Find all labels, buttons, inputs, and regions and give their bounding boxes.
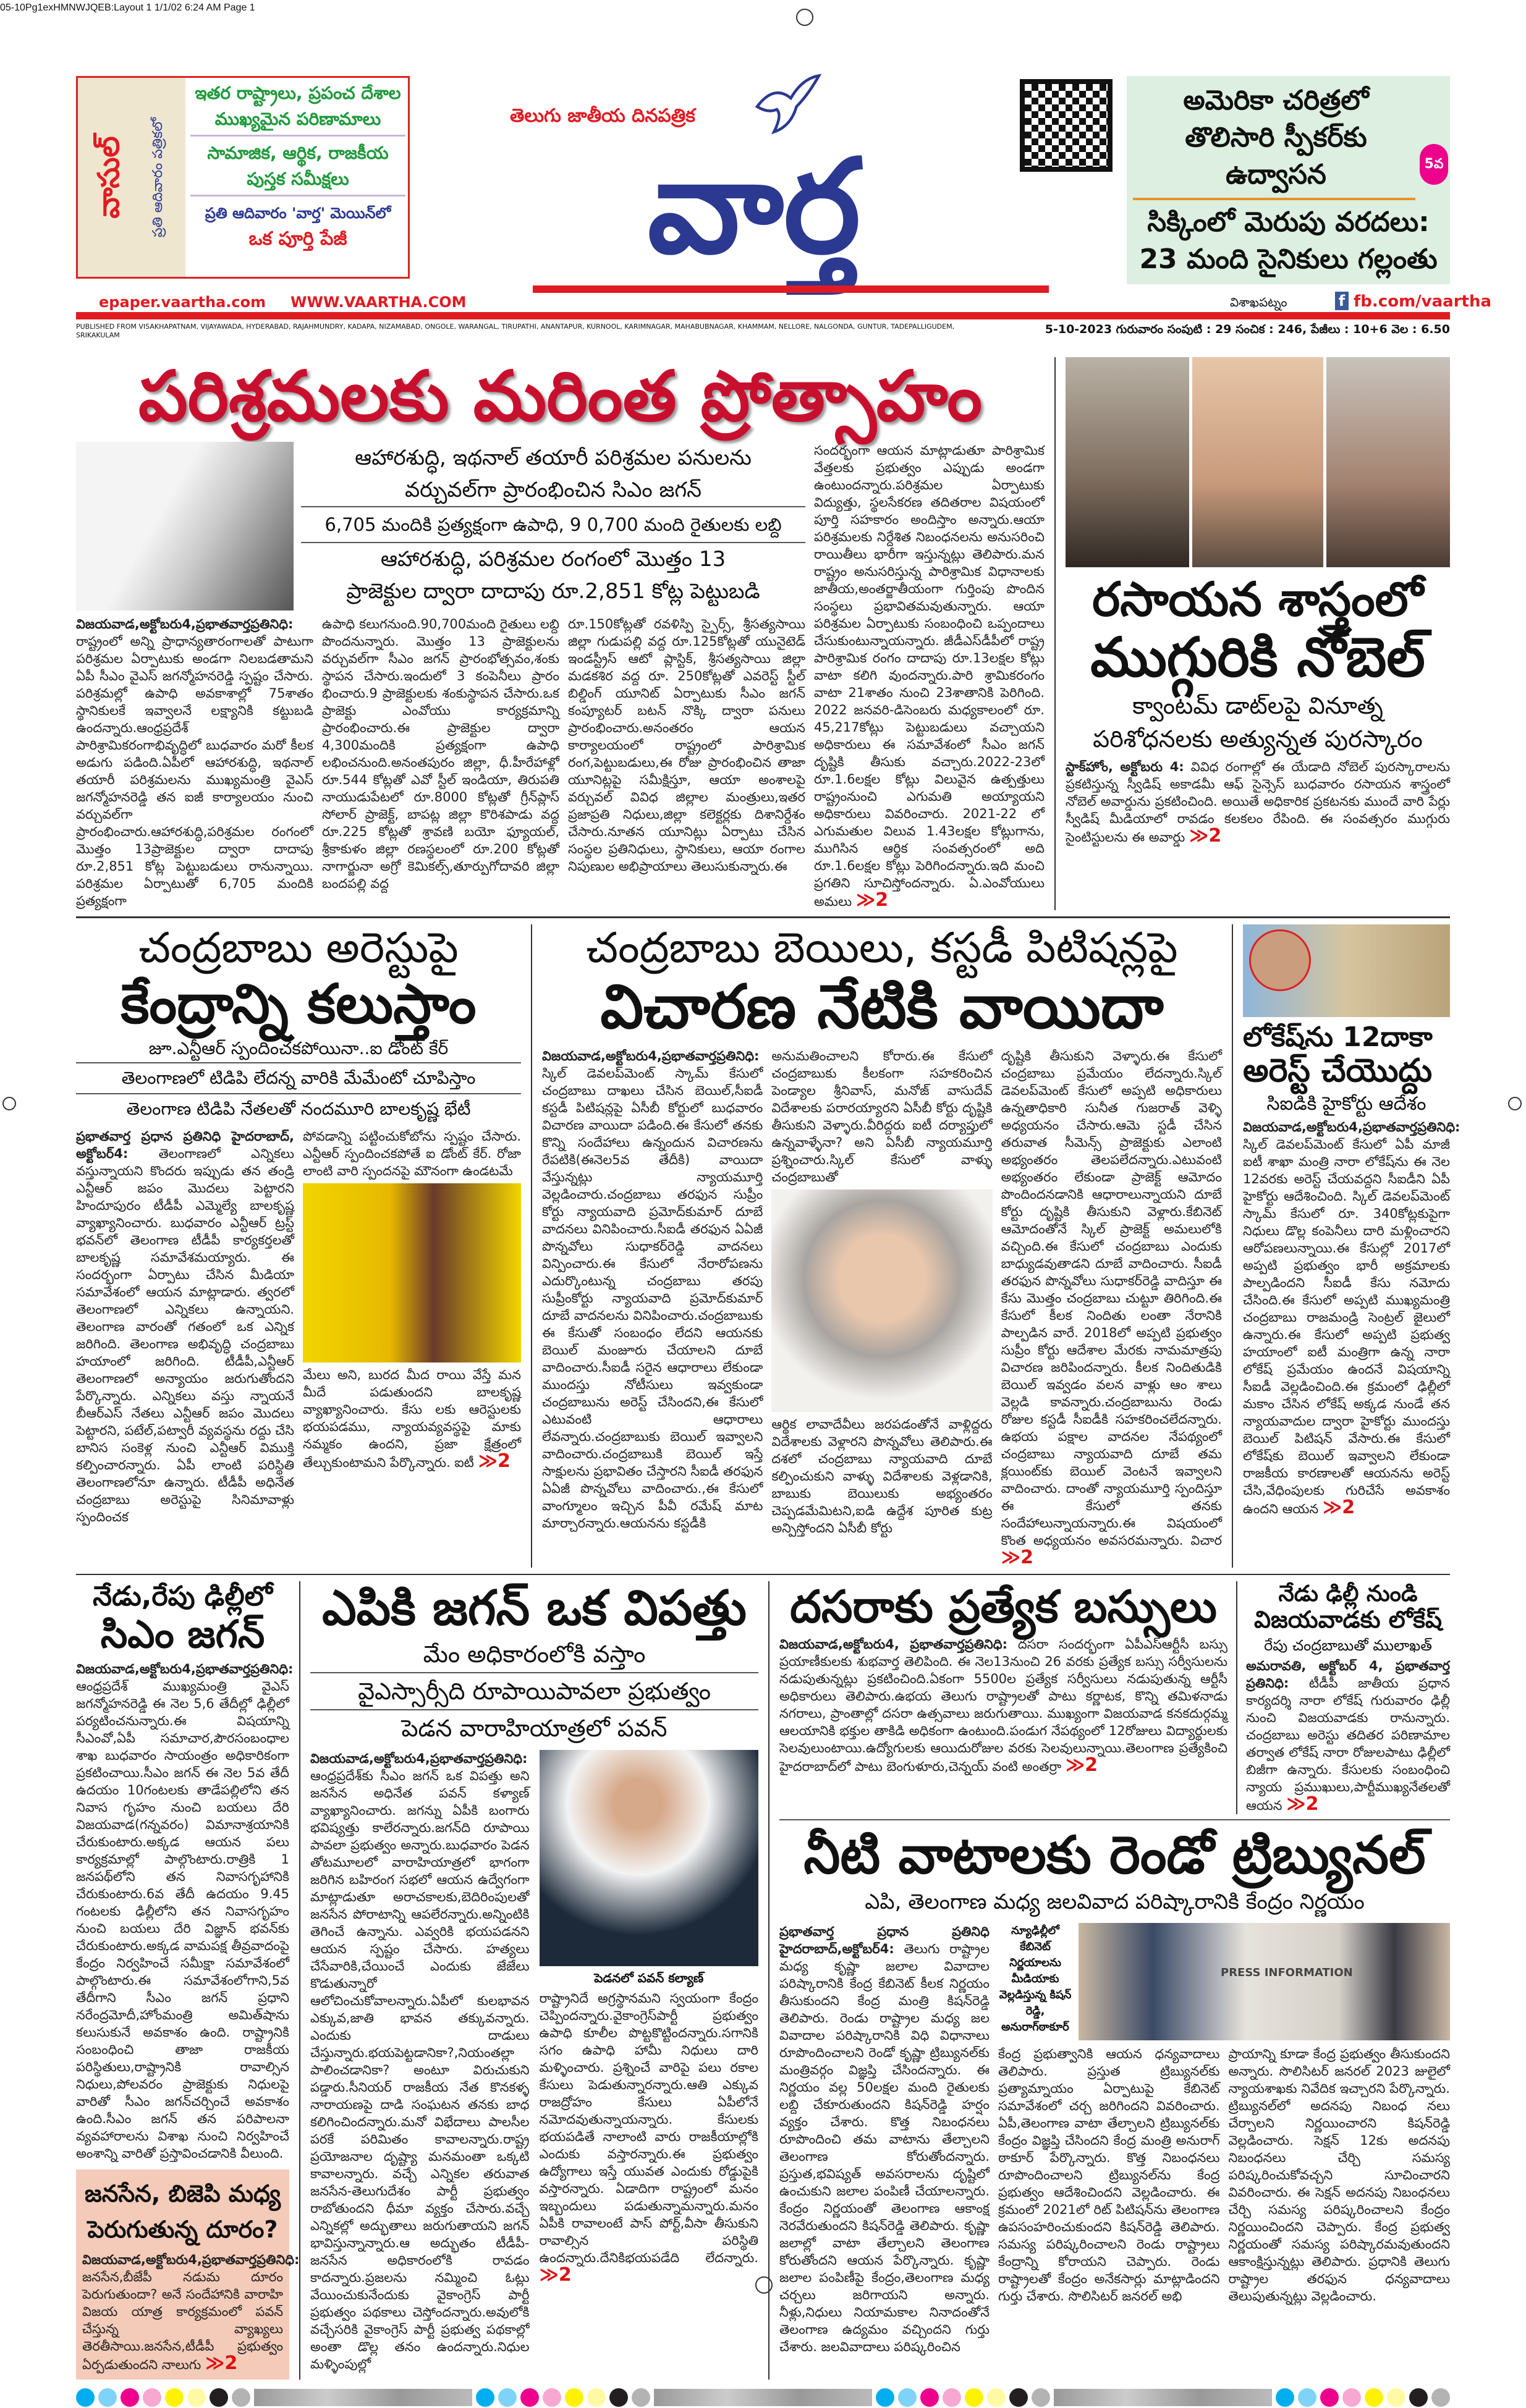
column-divider bbox=[1054, 357, 1056, 910]
cbn-meet-headline-2[interactable]: కేంద్రాన్ని కలుస్తాం bbox=[121, 971, 477, 1036]
press-conference-photo bbox=[1079, 1923, 1450, 2040]
page-badge: 5వ bbox=[1420, 144, 1448, 185]
color-swatch bbox=[1431, 2388, 1450, 2407]
ad-line: ఇతర రాష్ట్రాలు, ప్రపంచ దేశాల bbox=[195, 83, 401, 103]
column-divider bbox=[1232, 924, 1233, 1568]
lokesh-body: విజయవాడ,అక్టోబరు4,ప్రభాతవార్తప్రతినిధి: స్కిల్ డెవలప్‌మెంట్ కేసులో ఏపీ మాజీ ఐటీ శాఖా మంత్రి నారా లోకేష్‌ను ఈ నెల 12వరకు అరెస్ట్ చేయవద్దని సీఐడీని ఏపీ హైకోర్టు ఆదేశించింది. స్కిల్ డెవలప్‌మెంట్ స్కామ్ కేసులో రూ. 340కోట్లకుపైగా నిధులు డొల్ల కంపెనీలు దారి మళ్లించారని ఆరోపణలున్నాయి.ఈ కేసుల్లో 2017లో అప్పటి ప్రభుత్వం భారీ అక్రమాలకు పాల్పడిందని సీఐడీ కేసు నమోదు చేసింది.ఈ కేసులో అప్పటి ముఖ్యమంత్రి చంద్రబాబు రాజమండ్రి సెంట్రల్ జైలులో ఉన్నారు.ఈ కేసులో అప్పటి ప్రభుత్వ హయాంలో ఐటీ మంత్రిగా ఉన్న నారా లోకేష్ ప్రమేయం ఉందనే విషయాన్ని సీఐడీ వెల్లడించింది.ఈ క్రమంలో ఢిల్లీలో మకాం చేసిన లోకేష్ అక్కడ నుండే తన న్యాయవాదుల ద్వారా హైకోర్టు ముందస్తు బెయిల్ పిటిషన్ వేసారు.ఈ కేసులో లోకేష్‌కు బెయిల్ ఇవ్వాలని లేకుండా రాజకీయ కారణాలతో ఆయనను అరెస్ట్ చేసి,వేధింపులకు గురిచేసే అవకాశం ఉందని ఆయన ≫2 bbox=[1243, 1120, 1460, 1519]
color-swatch bbox=[1387, 2388, 1405, 2407]
grey-scale-strip bbox=[654, 2389, 872, 2406]
pawan-body-col1: విజయవాడ,అక్టోబరు4,ప్రభాతవార్తప్రతినిధి: ఆంధ్రప్రదేశ్‌కు సీఎం జగన్ ఒక విపత్తు అని జనసేన అధినేత పవన్ కళ్యాణ్ వ్యాఖ్యానించారు. జగన్ను ఏపీకి బంగారు భవిష్యత్తు కాలేరన్నారు.జగన్‌ది రూపాయి పావలా ప్రభుత్వం అన్నారు.బుధవారం పెడన తోటమూలలో వారాహియాత్రలో భాగంగా జరిగిన బహిరంగ సభలో ఆయన ఉద్వేగంగా మాట్లాడుతూ అరాచకాలకు,బెదిరింపులతో జనసేన పోరాటాన్ని ఆపలేరన్నారు.అన్నింటికి తెగించే ఉన్నాను. ఎవ్వరికి భయపడనని ఆయన స్పష్టం చేసారు. హత్యలు చేసేవారికి,చేయించే ఎందుకు జేజేలు కొడుతున్నారో ఆలోచించుకోవాలన్నారు.ఏపీలో కులభావన ఎక్కువ,జాతి భావన తక్కువన్నారు. ఎందుకు దాడులు చేస్తున్నారు.భయపెట్టడానికా?,నియంతల్లా పాలించడానికా? అంటూ విరుచుకుని పడ్డారు.సీనియర్ రాజకీయ నేత కొనకళ్ళ నారాయణపై దాడి సంఘటన తనకు బాధ కలిగించిందన్నారు.మనో విభేదాలు పాలసీల పరకే పరిమితం కావాలన్నారు.రాష్ట్ర ప్రయోజనాల దృష్ట్యా మనమంతా ఒక్కటి కావాలన్నారు. వచ్చే ఎన్నికల తరువాత జనసేన-తెలుగుదేశం పార్టీ ప్రభుత్వం రాబోతుందని ధీమా వ్యక్తం చేసారు.వచ్చే ఎన్నికల్లో అద్భుతాలు జరుగుతాయని జగన్ భావిస్తున్నాన్నారు.ఆ అద్భుతం టీడీపీ- జనసేన అధికారంలోకి రావడం కాదన్నారు.ప్రజలను నమ్మించి ఓట్లు వేయించుకునేందుకు వైకాంగ్రెస్ పార్టీ ప్రభుత్వం పథకాలు చెస్తోందన్నారు.అవులోకి వచ్చేసరికి వైకాంగ్రెస్ పార్టీ ప్రభుత్వ పథకాల్లో అంతా డొల్ల తనం ఉందన్నారు.నిధుల మళ్ళింపుల్లో bbox=[310, 1751, 530, 2372]
lead-body-col3: రూ.150కోట్లతో రవళిస్పి స్పైర్స్, శ్రీసత్యసాయి జిల్లా గుడుపల్లి వద్ద రూ.125కోట్లతో యునైటెడ్ ఇండస్ట్రీస్ ఆటో ప్లాస్టిక్, శ్రీసత్యసాయి జిల్లా మడకశిర వద్ద రూ. 250కోట్లతో ఎవరెస్ట్ స్టీల్ బిల్డింగ్ యూనిట్ ఏర్పాటుకు సీఎం జగన్ కంప్యూటర్ బటన్ నొక్కి ద్వారా పనులు ప్రారంభించారు.అనంతరం ఆయన కార్యాలయంలో రాష్ట్రంలో పారిశ్రామిక రంగ,పెట్టుబడులు,ఈ రోజు ప్రారంభించిన తాజా యూనిట్లపై సమీక్షిస్తూ, ఆయా అంశాలపై వర్చువల్ వివిధ జిల్లాల మంత్రులు,ఇతర ప్రజాప్రతి నిధులు,జిల్లా కలెక్టర్లకు దిశానిర్దేశం చేసారు.నూతన యూనిట్లు ఏర్పాటు చేసిన సంస్థల ప్రతినిధులు, స్థానికులు, ఆయా రంగాల నిపుణుల అభిప్రాయాలు తెలుసుకున్నారు.ఈ bbox=[568, 616, 805, 874]
lead-headline[interactable]: పరిశ్రమలకు మరింత ప్రోత్సాహం bbox=[138, 357, 982, 437]
color-swatch bbox=[187, 2388, 206, 2407]
jagan-delhi-body: విజయవాడ,అక్టోబరు4,ప్రభాతవార్తప్రతినిధి: ఆంధ్రప్రదేశ్ ముఖ్యమంత్రి వైఎస్ జగన్మోహనరెడ్డి ఈ నెల 5,6 తేదీల్లో ఢిల్లీలో పర్యటించనున్నారు.ఈ విషయాన్ని సీఎంవో,ఏపీ సమాచార,పౌరసంబంధాల శాఖ బుధవారం సాయంత్రం అధికారికంగా ప్రకటించాయి.సీఎం జగన్ ఈ నెల 5వ తేదీ ఉదయం 10గంటలకు తాడేపల్లిలోని తన నివాస గృహం నుంచి బయలు దేరి విజయవాడ(గన్నవరం) విమానాశ్రయానికి చేరుకుంటారు.అక్కడ ఆయన పలు కార్యక్రమాల్లో పాల్గొంటారు.రాత్రికి 1 జనపథ్‌లోని తన నివాసగృహానికి చేరుకుంటారు.6వ తేదీ ఉదయం 9.45 గంటలకు ఢిల్లీలోని తన నివాసగృహం నుంచి బయలు దేరి విజ్ఞాన్ భవన్‌కు చేరుకుంటారు.అక్కడ వామపక్ష తీవ్రవాదంపై కేంద్రం నిర్వహించే సమీక్షా సమావేశంలో పాల్గొంటారు.ఈ సమావేశంలోగాని,5వ తేదీగాని సీఎం జగన్ ప్రధాని నరేంద్రమోదీ,హోంమంత్రి అమిత్‌షాను కలుసుకునే అవకాశం ఉంది. రాష్ట్రానికి సంబంధించి తాజా రాజకీయ పరిస్థితులు,రాష్ట్రానికి రావాల్సిన నిధులు,పోలవరం ప్రాజెక్టుకు నిధులపై వారితో సీఎం జగన్‌చర్చించే అవకాశం ఉంది.సీఎం జగన్ తన పరిపాలనా వ్యవహారాలను విశాఖ నుంచి నిర్వహించే అంశాన్ని వారితో ప్రస్తావించడానికి వీలుంది. bbox=[76, 1661, 294, 2161]
tribunal-body-col1: ప్రభాతవార్త ప్రధాన ప్రతినిధి హైదరాబాద్,అక్టోబర్4: తెలుగు రాష్ట్రాల మధ్య కృష్ణా జలాల వివాదాల పరిష్కారానికి కేంద్ర కేబినెట్ కీలక నిర్ణయం తీసుకుందని కేంద్ర మంత్రి కిషన్‌రెడ్డి తెలిపారు. రెండు రాష్ట్రాల మధ్య జల వివాదాల పరిష్కారానికి విధి విధానాలు రూపొందించాలని రెండో కృష్ణా ట్రిబ్యునల్‌కు మంత్రివర్గం విజ్ఞప్తి చేసిందన్నారు. ఈ నిర్ణయం వల్ల 50లక్షల మంది రైతులకు లబ్ది చేకూరుతుందని కిషన్‌రెడ్డి హర్షం వ్యక్తం చేశారు. కొత్త నిబంధనలు రూపొందించి తమ వాటాను తేల్చాలని తెలంగాణ కోరుతోందన్నారు. ప్రస్తుత,భవిష్యత్ అవసరాలను దృష్టిలో ఉంచుకుని జలాల పంపిణీ చేయాలన్నారు. కేంద్రం నిర్ణయంతో తెలంగాణ ఆకాంక్ష నెరవేరుతుందని కిషన్‌రెడ్డి తెలిపారు. కృష్ణా జలాల్లో వాటా తేల్చాలని తెలంగాణ కోరుతోందని ఆయన పేర్కొన్నారు. కృష్ణా జలాల పంపిణీపై కేంద్రం,తెలంగాణ మధ్య చర్చలు జరిగాయని అన్నారు. నీళ్లు,నిధులు నియామకాల నినాదంతోనే తెలంగాణ ఉద్యమం వచ్చిందని గుర్తు చేశారు. జలవివాదాలు పరిష్కరించిన bbox=[779, 1924, 990, 2355]
color-swatch bbox=[1320, 2388, 1339, 2407]
color-swatch bbox=[920, 2388, 939, 2407]
cbn-bail-headline-1[interactable]: చంద్రబాబు బెయిలు, కస్టడీ పిటిషన్లపై bbox=[586, 923, 1178, 973]
cbn-meet-subhead: తెలంగాణలో టిడిపి లేదన్న వారికి మేమేంటో చూపిస్తాం bbox=[76, 1063, 521, 1094]
section-divider bbox=[779, 1819, 1450, 1820]
registration-mark-right bbox=[1508, 1097, 1522, 1110]
nobel-laureate-photo bbox=[1192, 357, 1323, 567]
lead-subhead: ప్రాజెక్టుల ద్వారా దాదాపు రూ.2,851 కోట్ల పెట్టుబడి bbox=[346, 578, 760, 604]
facebook-link[interactable]: fb.com/vaartha bbox=[1354, 292, 1492, 311]
teaser-speaker[interactable]: అమెరికా చరిత్రలో తొలిసారి స్పీకర్‌కు ఉద్వాసన bbox=[1183, 85, 1369, 190]
pawan-subhead: మేం అధికారంలోకి వస్తాం bbox=[310, 1636, 758, 1673]
ad-line: పుస్తక సమీక్షలు bbox=[190, 166, 405, 196]
color-swatch bbox=[76, 2388, 95, 2407]
continued-marker[interactable]: ≫2 bbox=[1001, 1546, 1033, 1568]
ad-vertical-brand: వాసుల్ bbox=[91, 136, 126, 219]
color-swatch bbox=[965, 2388, 983, 2407]
janasena-body: విజయవాడ,అక్టోబరు4,ప్రభాతవార్తప్రతినిధి: జనసేన,బీజేపీ నడుమ దూరం పెరుగుతుందా? అనే సందేహానికి వారాహి విజయ యాత్ర కార్యక్రమంలో పవన్ చేస్తున్న వ్యాఖ్యలు తెరతీసాయి.జనసేన,టీడీపీ ప్రభుత్వం ఏర్పడుతుందని నాలుగు ≫2 bbox=[82, 2252, 300, 2374]
lead-photo-jagan bbox=[76, 442, 294, 610]
tribunal-photo-caption: న్యూఢిల్లీలో కేబినెట్ నిర్ణయాలను మీడియాకు వెల్లడిస్తున్న కిషన్ రెడ్డి, అనురాగ్‌ఠాకూర్ bbox=[999, 1924, 1072, 2034]
ad-line: ప్రతి ఆదివారం 'వార్త' మెయిన్‌లో bbox=[205, 205, 391, 222]
registration-mark-top bbox=[796, 9, 813, 26]
color-swatch bbox=[121, 2388, 139, 2407]
ad-line: ఒక పూర్తి పేజీ bbox=[248, 228, 347, 250]
color-swatch bbox=[165, 2388, 184, 2407]
color-swatch bbox=[898, 2388, 917, 2407]
lead-body-col2: ఉపాధి కలుగనుంది.90,700మంది రైతులు లబ్ది పొందనున్నారు. మొత్తం 13 ప్రాజెక్టులను వర్చువల్‌గా సీఎం జగన్ ప్రారంభోత్సవం,శంకు స్థాపన చేసారు.ఇందులో 3 కంపెనీలు ప్రారం భించారు.9 ప్రాజెక్టులకు శంకుస్థాపన చేసారు.ఒక ప్రాజెక్టు ఎంవోయు కార్యక్రమాన్ని ప్రారంభించారు.ఈ ప్రాజెక్టుల ద్వారా 4,300మందికి ప్రత్యక్షంగా ఉపాధి లభించనుంది.అనంతపురం జిల్లా, ధీ.హీరేహాళ్లో రూ.544 కోట్లతో ఎవో స్టీల్ ఇండియా, తిరుపతి నాయుడుపేటలో రూ.8000 కోట్లతో గ్రీన్‌ప్లాస్ సోలార్ ప్రాజెక్ట్, బాపట్ల జిల్లా కొరిశపాడు వద్ద రూ.225 కోట్లతో శ్రావణి బయో ఫ్యూయల్, శ్రీకాకుళం జిల్లా రణస్థలంలో రూ.200 కోట్లతో నాగార్జునా అగ్రో కెమికల్స్,తూర్పుగోదావరి జిల్లా బందపల్లి వద్ద bbox=[322, 616, 559, 891]
cbn-bail-body-col2b: ఆర్థిక లావాదేవీలు జరపడంతోనే వాళ్లిద్దరు విదేశాలకు వెళ్లారని పొన్నవోలు తెలిపారు.ఈ దశలో చంద్రబాబు న్యాయవాది దూబే కల్పించుకుని వాళ్ళు విదేశాలకు వెళ్లడానికి, బాబుకు బెయిలుకు అభ్యంతరం చెప్పడమేమిటని,ఐడి ఉద్దేశ పూరిత కుట్ర అన్పిస్తోందని ఏసీబీ కోర్టు bbox=[771, 1416, 993, 1536]
nobel-headline-1[interactable]: రసాయన శాస్త్రంలో bbox=[1092, 572, 1423, 627]
published-from: PUBLISHED FROM VISAKHAPATNAM, VIJAYAWADA, HYDERABAD, RAJAHMUNDRY, KADAPA, NIZAMABAD, ONGOLE, WARANGAL, TIRUPATHI, ANANTAPUR, KURNOOL, KARIMNAGAR, MAHABUBNAGAR, KHAMMAM, NELLORE, NALGONDA, GUNTUR, TADEPALLIGUDEM, SRIKAKULAM bbox=[76, 323, 955, 339]
nobel-laureate-photo bbox=[1066, 357, 1189, 567]
color-swatch bbox=[476, 2388, 494, 2407]
color-swatch bbox=[1032, 2388, 1050, 2407]
lokesh-portrait bbox=[1249, 929, 1311, 991]
cbn-meet-headline-1[interactable]: చంద్రబాబు అరెస్టుపై bbox=[138, 923, 459, 973]
teaser-divider bbox=[1133, 198, 1415, 200]
cbn-bail-body-col2a: అనుమతించాలని కోరారు.ఈ కేసులో చంద్రబాబుకు కీలకంగా సహకరించిన పెండ్యాల శ్రీనివాస్, మనోజ్ వాసుదేవ్ విదేశాలకు పరారయ్యారని ఏసీబీ కోర్టు దృష్టికి తీసుకుని వెళ్ళారు.వీరిద్దరు ఐటీ దర్యాప్తులో ఉన్నవాళ్ళేనా? అని ఏసీబీ న్యాయమూర్తి ప్రశ్నించారు.స్కిల్ కేసులో వాళ్ళు చంద్రబాబుతో bbox=[771, 1048, 993, 1185]
teaser-box[interactable] bbox=[1127, 76, 1450, 284]
dove-icon bbox=[748, 73, 828, 135]
cbn-meet-subhead: తెలంగాణ టిడిపి నేతలతో నందమూరి బాలకృష్ణ భేటీ bbox=[126, 1099, 471, 1120]
column-divider bbox=[1236, 1581, 1237, 1814]
pawan-photo-caption: పెడనలో పవన్ కల్యాణ్ bbox=[594, 1971, 704, 1986]
color-swatch bbox=[632, 2388, 650, 2407]
color-swatch bbox=[1342, 2388, 1361, 2407]
teaser-sikkim[interactable]: సిక్కింలో మెరుపు వరదలు: 23 మంది సైనికులు గల్లంతు bbox=[1139, 206, 1438, 275]
facebook-icon[interactable]: f bbox=[1335, 292, 1349, 310]
grey-scale-strip bbox=[254, 2389, 472, 2406]
continued-marker[interactable]: ≫2 bbox=[1286, 1793, 1319, 1815]
qr-code[interactable] bbox=[1020, 79, 1113, 172]
section-divider bbox=[76, 1574, 1450, 1575]
nobel-laureate-photo bbox=[1326, 357, 1450, 567]
color-swatch bbox=[609, 2388, 628, 2407]
color-swatch bbox=[876, 2388, 894, 2407]
masthead-tagline: తెలుగు జాతీయ దినపత్రిక bbox=[510, 105, 695, 127]
tribunal-headline[interactable]: నీటి వాటాలకు రెండో ట్రిబ్యునల్ bbox=[803, 1824, 1426, 1885]
column-divider bbox=[299, 1581, 300, 2380]
pawan-subhead: వైఎస్సార్సీది రూపాయిపావలా ప్రభుత్వం bbox=[310, 1673, 758, 1710]
column-divider bbox=[531, 924, 532, 1568]
nobel-headline-2[interactable]: ముగ్గురికి నోబెల్ bbox=[1090, 625, 1425, 690]
nobel-body: స్టాక్‌హోం, అక్టోబరు 4: వివిధ రంగాల్లో ఈ యేడాది నోబెల్ పురస్కారాలను ప్రకటిస్తున్న స్వీడిష్ అకాడమీ ఆఫ్ సైన్సెస్ బుధవారం రసాయన శాస్త్రంలో నోబెల్ అవార్డును ప్రకటించింది. అయితే అధికారిక ప్రకటనకు ముందే వారి పేర్లు స్వీడిష్ మీడియాలో రావడం కలకలం రేపింది. ఈ సంవత్సరం ముగ్గురు సైంటిస్టులను ఈ అవార్డు ≫2 bbox=[1066, 759, 1450, 847]
color-swatch bbox=[143, 2388, 161, 2407]
masthead-logo[interactable]: వార్త bbox=[647, 131, 861, 282]
janasena-headline-1: జనసేన, బిజెపి మధ్య bbox=[85, 2179, 281, 2207]
sunday-magazine-ad[interactable] bbox=[76, 76, 410, 279]
website-link[interactable]: WWW.VAARTHA.COM bbox=[290, 294, 467, 311]
color-swatch bbox=[520, 2388, 539, 2407]
color-swatch bbox=[943, 2388, 961, 2407]
lead-subhead: ఆహారశుద్ధి, ఇథనాల్ తయారీ పరిశ్రమల పనులను bbox=[355, 445, 752, 470]
color-swatch bbox=[210, 2388, 228, 2407]
registration-mark-left bbox=[2, 1097, 16, 1110]
lead-subhead: 6,705 మందికి ప్రత్యక్షంగా ఉపాధి, 9 0,700 మంది రైతులకు లబ్ది bbox=[301, 507, 805, 543]
janasena-headline-2: పెరుగుతున్న దూరం? bbox=[87, 2215, 278, 2243]
chandrababu-photo bbox=[771, 1189, 992, 1412]
column-divider bbox=[768, 1581, 769, 2380]
tribunal-subhead: ఎపి, తెలంగాణ మధ్య జలవివాద పరిష్కారానికి కేంద్రం నిర్ణయం bbox=[865, 1890, 1365, 1915]
lead-subhead: ఆహారశుద్ధి, పరిశ్రమల రంగంలో మొత్తం 13 bbox=[380, 546, 726, 572]
lead-body-col4: సందర్భంగా ఆయన మాట్లాడుతూ పారిశ్రామిక వేత్తలకు ప్రభుత్వం ఎప్పుడు అండగా ఉంటుందన్నారు.పరిశ్రమల ఏర్పాటుకు విద్యుత్తు, స్థలసేకరణ తదితరాల విషయంలో పూర్తి సహకారం అందిస్తాం అన్నారు.ఆయా పరిశ్రమలకు నిర్దేశిత నిబంధనలను అనుసరించి రాయితీలు భారీగా ఇస్తున్నట్లు తెలిపారు.మన రాష్ట్రం అనుసరిస్తున్న పారిశ్రామిక విధానాలకు జాతీయ,అంతర్జాతీయంగా గుర్తింపు పొందిన సంస్థలు ప్రభావితమవుతున్నారు. ఆయా పరిశ్రమల ఏర్పాటుకు సంబంధించి ఒప్పందాలు చేసుకుంటున్నాయన్నారు. జీడీఎస్‌డీపీలో రాష్ట్ర పారిశ్రామిక రంగం దాదాపు రూ.13లక్షల కోట్లు వాటా కలిగి వుందన్నారు.పారి శ్రామికరంగం వాటా 21శాతం నుంచి 23శాతానికి పెరిగింది. 2022 జనవరి-డిసెంబరు మధ్యకాలంలో రూ. 45,217కోట్లు పెట్టుబడులు వచ్చాయని అధికారులు ఈ సమావేశంలో సీఎం జగన్ దృష్టికి తీసుకు వచ్చారు.2022-23లో రూ.1.6లక్షల కోట్లు విలువైన ఉత్పత్తులు రాష్ట్రంనుంచి ఎగుమతి అయ్యాయని అధికారులు వివరించారు. 2021-22 లో ఎగుమతుల విలువ 1.43లక్షల కోట్లుగాను, ముగిసిన ఆర్థిక సంవత్సరంలో అది రూ.1.6లక్షల కోట్లు పెరిగిందన్నారు.ఇది మంచి ప్రగతిని సూచిస్తోందన్నారు. ఏ.ఎంవోయులు అమలు ≫2 bbox=[814, 442, 1045, 911]
lokesh-subhead: సిఐడికి హైకోర్టు ఆదేశం bbox=[1266, 1093, 1426, 1115]
ad-line: ముఖ్యమైన పరిణామాలు bbox=[190, 106, 405, 137]
lokesh-high-court-photo bbox=[1243, 924, 1450, 1017]
jagan-delhi-headline-2[interactable]: సిఎం జగన్ bbox=[100, 1612, 265, 1657]
section-divider bbox=[76, 916, 1450, 918]
dasara-headline[interactable]: దసరాకు ప్రత్యేక బస్సులు bbox=[790, 1580, 1217, 1633]
lokesh-delhi-subhead: రేపు చంద్రబాబుతో ములాఖత్ bbox=[1264, 1636, 1432, 1654]
color-swatch bbox=[587, 2388, 606, 2407]
cbn-meet-body-col1: ప్రభాతవార్త ప్రధాన ప్రతినిధి హైదరాబాద్, అక్టోబర్4: తెలంగాణలో ఎన్నికలు వస్తున్నాయని కొందరు ఇప్పుడు తన తండ్రి ఎన్టీఆర్ జపం మొదలు పెట్టారని హిందూపురం టీడీపీ ఎమ్మెల్యే బాలకృష్ణ వ్యాఖ్యానించారు. బుధవారం ఎన్టీఆర్ ట్రస్ట్ భవన్‌లో తెలంగాణ టీడీపీ కార్యకర్తలతో బాలకృష్ణ సమావేశమయ్యారు. ఈ సందర్భంగా ఏర్పాటు చేసిన మీడియా సమావేశంలో ఆయన మాట్లాడారు. త్వరలో తెలంగాణలో ఎన్నికలు ఉన్నాయని. తెలంగాణ వారంతో గతంలో ఒక ఎన్నిక జరిగింది. తెలంగాణ అభివృద్ధి చంద్రబాబు హయాంలో జరిగింది. టీడీపీ,ఎన్టీఆర్ తెలంగాణలో అన్యాయం జరుగుతోందని పేర్కొన్నారు. ఎన్నికలు వస్తు న్నాయనే బీఆర్ఎస్ నేతలు ఎన్టీఆర్ జపం మొదలు పెట్టారని, పటేల్,పట్వారీ వ్యవస్థను రద్దు చేసి బానిస సంకెళ్ల నుంచి ఎన్టీఆర్ విముక్తి కల్పించారన్నారు. ఏపీ లాంటి పరిస్థితి తెలంగాణలోనూ ఉన్నారు. టీడీపీ అధినేత చంద్రబాబు అరెస్టుపై సినిమావాళ్లు స్పందించక bbox=[76, 1129, 294, 1525]
grey-scale-strip bbox=[1054, 2389, 1272, 2406]
jagan-delhi-headline-1[interactable]: నేడు,రేపు ఢిల్లీలో bbox=[93, 1580, 273, 1612]
color-swatch bbox=[543, 2388, 561, 2407]
color-swatch bbox=[1365, 2388, 1383, 2407]
print-color-bar bbox=[76, 2387, 1450, 2408]
nobel-subhead: పరిశోధనలకు అత్యున్నత పురస్కారం bbox=[1093, 725, 1423, 753]
tribunal-body-col3: ప్రాయాన్ని కూడా కేంద్ర ప్రభుత్వం తీసుకుందని అన్నారు. సొలిసిటర్ జనరల్ 2023 జులైలో న్యాయశాఖకు నివేదిక ఇచ్చారని పేర్కొన్నారు. ట్రిబ్యునల్‌లో అదనపు నిబంధ నలు చేర్చాలని నిర్ణయించారని కిషన్‌రెడ్డి వెల్లడించారు. సెక్షన్ 12కు అదనపు నిబంధనలు చేర్చి సమస్య పరిష్కరించుకోవచ్చని సూచించారని వివరించారు. ఈ సెక్షన్ అదనపు నిబంధనలు చేర్చి సమస్య పరిష్కరించాలని కేంద్రం నిర్ణయించిందని చెప్పారు. కేంద్ర ప్రభుత్వ నిర్ణయంతో సమస్య పరిష్కారమవుతుందని ఆకాంక్షిస్తున్నట్లు తెలిపారు. ప్రధానికి తెలుగు రాష్ట్రాల తరఫున ధన్యవాదాలు తెలుపుతున్నట్లు వెల్లడించారు. bbox=[1228, 2047, 1450, 2304]
color-swatch bbox=[498, 2388, 517, 2407]
color-swatch bbox=[1009, 2388, 1028, 2407]
continued-marker[interactable]: ≫2 bbox=[1322, 1497, 1355, 1519]
ad-line: సామాజిక, ఆర్థిక, రాజకీయ bbox=[207, 143, 389, 163]
cbn-bail-headline-2[interactable]: విచారణ నేటికి వాయిదా bbox=[600, 971, 1164, 1042]
continued-marker[interactable]: ≫2 bbox=[1189, 824, 1222, 847]
ad-vertical-tag: ప్రతి ఆదివారం పత్రికలో bbox=[150, 117, 166, 238]
slug-line: 05-10Pg1exHMNWJQEB:Layout 1 1/1/02 6:24 AM Page 1 bbox=[0, 2, 255, 13]
color-swatch bbox=[232, 2388, 250, 2407]
cbn-meet-body-col2a: పోవడాన్ని పట్టించుకోబోను స్పష్టం చేసారు. ఎన్టీఆర్ స్పందించకపోతే ఐ డోంట్ కేర్. రోజా లాంటి వారి స్పందనపై మౌనంగా ఉండటమే bbox=[303, 1129, 521, 1179]
color-swatch bbox=[565, 2388, 583, 2407]
dasara-body: విజయవాడ,అక్టోబరు4, ప్రభాతవార్తప్రతినిధి: దసరా సందర్భంగా ఏపీఎస్‌ఆర్టీసీ బస్సు ప్రయాణీకులకు శుభవార్త తెలిపింది. ఈ నెల13నుంచి 26 వరకు ప్రత్యేక బస్సు సర్వీసులను నడుపుతున్నట్లు ప్రకటించింది.ఏకంగా 5500ల ప్రత్యేక సర్వీసులు నడుపుతున్న ఆర్టీసీ అధికారులు తెలిపారు.ఉభయ తెలుగు రాష్ట్రాలతో పాటు కర్ణాటక, కొన్ని తమిళనాడు నగరాలు, ప్రాంతాల్లో దసరా ఉత్సవాలు జరుగుతాయి. ముఖ్యంగా విజయవాడ కనకదుర్గమ్మ ఆలయానికి భక్తుల తాకిడి అధికంగా ఉంటుంది.పండుగ నేపథ్యంలో 12రోజులు విద్యార్థులకు సెలవులుంటాయి.ఉద్యోగులకు ఆయిదురోజుల వరకు సెలవులున్నాయి.తెలంగాణ ప్రత్యేకించి హైదరాబాద్‌లో పాటు బెంగుళూరు,చెన్నయ్ వంటి అంతర్రా ≫2 bbox=[779, 1637, 1227, 1776]
masthead-rule bbox=[76, 312, 1450, 319]
continued-marker[interactable]: ≫2 bbox=[478, 1450, 511, 1472]
lokesh-delhi-body: అమరావతి, అక్టోబర్ 4, ప్రభాతవార్త ప్రతినిధి: టీడీపీ జాతీయ ప్రధాన కార్యదర్శి నారా లోకేష్ గురువారం ఢిల్లీ నుంచి విజయవాడకు రానున్నారు. చంద్రబాబు అరెస్టు తదితర పరిణామాల తర్వాత లోకేష్ నారా రోజులపాటు ఢిల్లీలో బిజీగా ఉన్నారు. కేసులకు సంబంధించి న్యాయ ప్రముఖులు,పార్టీముఖ్యనేతలతో ఆయన ≫2 bbox=[1246, 1658, 1450, 1815]
color-swatch bbox=[1276, 2388, 1294, 2407]
logo-underline bbox=[533, 285, 1049, 293]
continued-marker[interactable]: ≫2 bbox=[855, 889, 889, 911]
continued-marker[interactable]: ≫2 bbox=[1065, 1754, 1098, 1776]
continued-marker[interactable]: ≫2 bbox=[539, 2264, 572, 2286]
pawan-subhead: పెడన వారాహియాత్రలో పవన్ bbox=[401, 1715, 668, 1743]
balakrishna-photo bbox=[303, 1183, 521, 1362]
lokesh-delhi-headline-1[interactable]: నేడు ఢిల్లీ నుండి bbox=[1278, 1581, 1418, 1607]
pawan-headline[interactable]: ఎపికి జగన్ ఒక విపత్తు bbox=[322, 1580, 747, 1636]
lokesh-headline-2[interactable]: అరెస్ట్ చేయొద్దు bbox=[1243, 1052, 1433, 1090]
janasena-bjp-box[interactable] bbox=[76, 2169, 300, 2380]
lokesh-headline-1[interactable]: లోకేష్‌ను 12దాకా bbox=[1243, 1021, 1433, 1053]
lead-body-col1: విజయవాడ,అక్టోబరు4,ప్రభాతవార్తప్రతినిధి: రాష్ట్రంలో అన్ని ప్రాధాన్యతారంగాలతో పాటుగా పరిశ్రమల ఏర్పాటుకు అండగా నిలబడతామని ఏపీ సీఎం వైఎస్ జగన్మోహనరెడ్డి స్పష్టం చేసారు. పరిశ్రమల్లో ఉపాధి అవకాశాల్లో 75శాతం స్థానికులకే ఇవ్వాలనే లక్ష్యానికి కట్టుబడి ఉందన్నారు.ఆంధ్రప్రదేశ్ పారిశ్రామికరంగాభివృద్ధిలో బుధవారం మరో కీలక అడుగు పడింది.ఏపీలో ఆహారశుద్ధి, ఇథనాల్ తయారీ పరిశ్రమలను ముఖ్యమంత్రి వైఎస్ జగన్మోహనరెడ్డి తన ఐజీ కార్యాలయం నుంచి వర్చువల్‌గా ప్రారంభించారు.ఆహారశుద్ధి,పరిశ్రమల రంగంలో మొత్తం 13ప్రాజెక్టుల ద్వారా దాదాపు రూ.2,851 కోట్ల పెట్టుబడులు రానున్నాయి. పరిశ్రమల ఏర్పాటుతో 6,705 మందికి ప్రత్యక్షంగా bbox=[76, 616, 313, 908]
color-swatch bbox=[98, 2388, 117, 2407]
color-swatch bbox=[1298, 2388, 1316, 2407]
lokesh-delhi-headline-2[interactable]: విజయవాడకు లోకేష్ bbox=[1253, 1606, 1443, 1634]
color-swatch bbox=[1409, 2388, 1428, 2407]
continued-marker[interactable]: ≫2 bbox=[205, 2352, 238, 2374]
press-backdrop-text: PRESS INFORMATION bbox=[1221, 1966, 1353, 1980]
cbn-bail-body-col3: దృష్టికి తీసుకుని వెళ్ళారు.ఈ కేసులో చంద్రబాబు ప్రమేయం లేదన్నారు.స్కిల్ డెవలప్‌మెంట్ కేసులో అప్పటి అధికారులు ఉన్నతాధికారి సునీత గుజరాత్ వెళ్ళి అధ్యయనం చేసారు.ఆమె స్టడీ చేసిన తరువాత సీమెన్స్ ప్రాజెక్టుకు ఎలాంటి అభ్యంతరం తెలపలేదన్నారు.ఎటువంటి అభ్యంతరం లేకుండా ప్రాజెక్ట్ ఆమోదం పొందిందనడానికి ఆధారాలున్నాయని దూబే కోర్టు దృష్టికి తీసుకుని వెళ్లారు.కేబినెట్ ఆమోదంతోనే స్కిల్ ప్రాజెక్ట్ అమలులోకి వచ్చింది.ఈ కేసులో చంద్రబాబు ఎందుకు బాధ్యుడవుతాడని దూబే వాదించారు. సీఐడీ తరఫున పొన్నవోలు సుధాకర్‌రెడ్డి వాదిస్తూ ఈ కేసు మొత్తం చంద్రబాబు చుట్టూ తిరిగింది.ఈ కేసులో కీలక నిందితు లంతా నేరానికి పాల్పడిన వారే. 2018లో అప్పటి ప్రభుత్వం సుప్రీం కోర్టు ఆదేశాల మేరకు నామమాత్రపు విచారణ జరిపిందన్నారు. కీలక నిందితుడికి బెయిల్ ఇవ్వడం వలన వాళ్లు ఆం శాలు వెల్లడి కావన్నారు.చంద్రబాబును రెండు రోజుల కస్టడీ సీఐడీకి సహకరించలేదన్నారు. ఉభయ పక్షాల వాదనల నేపథ్యంలో చంద్రబాబు న్యాయవాది దూబే తమ క్లయింట్‌కు బెయిల్ వెంటనే ఇవ్వాలని వాదించారు. దాంతో న్యాయమూర్తి స్పందిస్తూ ఈ కేసులో తనకు సందేహాలున్నాయన్నారు.ఈ విషయంలో కొంత అధ్యయనం అవసరమన్నారు. విచార ≫2 bbox=[1001, 1048, 1222, 1568]
edition-city: విశాఖపట్నం bbox=[1230, 295, 1287, 310]
ad-vertical-strip bbox=[78, 78, 185, 277]
cbn-bail-body-col1: విజయవాడ,అక్టోబరు4,ప్రభాతవార్తప్రతినిధి: స్కిల్ డెవలప్‌మెంట్ స్కామ్ కేసులో చంద్రబాబు దాఖలు చేసిన బెయిల్,సీఐడీ కస్టడీ పిటిషన్లపై ఏసీబీ కోర్టులో బుధవారం విచారణ వాయిదా పడింది.ఈ కేసులో తనకు కొన్ని సందేహాలు ఉన్నందున విచారణను రేపటికి(ఈనెల5వ తేదీకి) వాయిదా వేస్తున్నట్లు న్యాయమూర్తి వెల్లడించారు.చంద్రబాబు తరఫున సుప్రీం కోర్టు న్యాయవాది ప్రమోద్‌కుమార్ దూబే వాదనలు వినిపించారు.సీఐడీ తరఫున ఏఏజీ పొన్నవోలు సుధాకర్‌రెడ్డి వాదనలు విన్పించారు.ఈ కేసులో నేరారోపణను ఎదుర్కొంటున్న చంద్రబాబు తరపు సుప్రీంకోర్టు న్యాయవాది ప్రమోద్‌కుమార్ దూబే వాదనలను వినిపించారు.చంద్రబాబుకు ఈ కేసుతో సంబంధం లేదని ఆయనకు బెయిల్ మంజూరు చేయాలని దూబే వాదించారు.సీఐడీ సరైన ఆధారాలు లేకుండా ముందస్తు నోటీసులు ఇవ్వకుండా చంద్రబాబును అరెస్ట్ చేసిందని,ఈ కేసులో ఎటువంటి ఆధారాలు లేవన్నారు.చంద్రబాబుకు బెయిల్ ఇవ్వాలని వాదించారు.చంద్రబాబుకి బెయిల్ ఇస్తే సాక్షులను ప్రభావితం చేస్తారని సీఐడీ తరఫున ఏఏజీ పొన్నవోలు వాదించారు.,ఈ కేసులో వాంగ్మూలం ఇచ్చిన పీవీ రమేష్ మాట మార్చారన్నారు.ఆయనను కస్టడీకి bbox=[542, 1048, 763, 1531]
lead-subhead: వర్చువల్‌గా ప్రారంభించిన సిఎం జగన్ bbox=[301, 474, 805, 507]
pawan-kalyan-photo bbox=[540, 1750, 759, 1966]
color-swatch bbox=[987, 2388, 1006, 2407]
tribunal-body-col2: కేంద్ర ప్రభుత్వానికి ఆయన ధన్యవాదాలు తెలిపారు. ప్రస్తుత ట్రిబ్యునల్‌కు ప్రత్యామ్నాయం ఏర్పాటుపై కేబినెట్ సమావేశంలో చర్చ జరిగిందని వివరించారు. ఏపీ,తెలంగాణ వాటా తేల్చాలని ట్రిబ్యునల్‌కు కేంద్రం విజ్ఞప్తి చేసిందని కేంద్ర మంత్రి అనురాగ్ ఠాకూర్ పేర్కొన్నారు. కొత్త నిబంధనలు రూపొందించాలని ట్రిబ్యునల్‌ను కేంద్ర ప్రభుత్వం ఆదేశించిందని వెల్లడించారు. ఈ క్రమంలో 2021లో రిట్ పిటిషన్‌ను తెలంగాణ ఉపసంహరించుకుందని కిషన్‌రెడ్డి తెలిపారు. సమస్య పరిష్కరించాలని రెండు రాష్ట్రాలు కేంద్రాన్ని కోరాయని చెప్పారు. రెండు రాష్ట్రాలతో కేంద్రం అనేకసార్లు మాట్లాడిందని గుర్తు చేశారు. సొలిసిటర్ జనరల్ అభి bbox=[998, 2047, 1220, 2304]
nobel-subhead: క్వాంటమ్ డాట్‌లపై వినూత్న bbox=[1132, 691, 1383, 719]
pawan-body-col2: రాష్ట్రానిదే అగ్రస్థానమని స్వయంగా కేంద్రం చెప్పిందన్నారు.వైకాంగ్రెస్‌పార్టీ ప్రభుత్వం ఉపాధి కూలీల పొట్టకొట్టిందన్నారు.సగానికి సగం ఉపాధి హామీ నిధులు దారి మళ్ళించారు. ప్రశ్నించే వారిపై పలు రకాల కేసులు పెడుతున్నారన్నారు.ఆతి ఎక్కువ రాజద్రోహం కేసులు ఏపీలోనే నమోదవుతున్నాయన్నారు. కేసులకు భయపడితే నాలాంటి వారు రాజకీయాల్లోకి ఎందుకు వస్తారన్నారు.ఈ ప్రభుత్వం ఉద్యోగాలు ఇస్తే యువత ఎందుకు రోడ్డుపైకి వస్తారన్నారు. ఏడాదిగా రాష్ట్రంలో మనం ఇబ్బందులు పడుతున్నామన్నారు.మనం ఏపీకి రావాలంటే పాస్ పోర్ట్,వీసా తీసుకుని రావాల్సిన పరిస్థితి ఉందన్నారు.దేనికిభయపడేది లేదన్నారు. ≫2 bbox=[539, 1991, 758, 2286]
issue-dateline: 5-10-2023 గురువారం సంపుటి : 29 సంచిక : 246, పేజీలు : 10+6 వెల : 6.50 bbox=[1045, 323, 1450, 336]
cbn-meet-body-col2b: మేలు అని, బురద మీద రాయి వేస్తే మన మీదే పడుతుందని బాలకృష్ణ వ్యాఖ్యానించారు. కేసు లకు ఆరెస్టులకు భయపడము, న్యాయవ్యవస్థపై మాకు నమ్మకం ఉందని, ప్రజా క్షేత్రంలో తేల్చుకుంటామని పేర్కొన్నారు. ఐటీ ≫2 bbox=[303, 1367, 521, 1472]
cbn-meet-subhead: జూ.ఎన్టీఆర్ స్పందించకపోయినా..ఐ డోంట్ కేర్ bbox=[76, 1035, 521, 1063]
epaper-link[interactable]: epaper.vaartha.com bbox=[99, 294, 266, 311]
